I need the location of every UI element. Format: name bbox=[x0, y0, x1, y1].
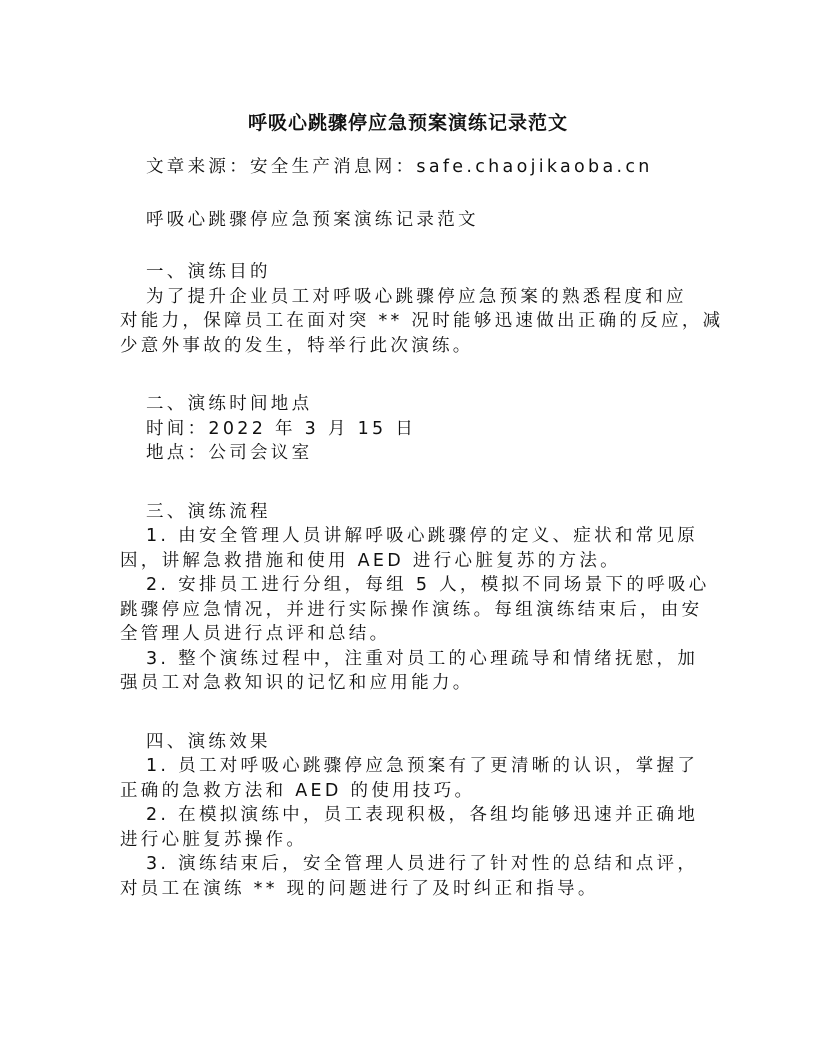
text-line: 3. 演练结束后，安全管理人员进行了针对性的总结和点评， bbox=[146, 854, 699, 874]
paragraph bbox=[120, 852, 720, 901]
text-line: 少意外事故的发生，特举行此次演练。 bbox=[120, 335, 474, 356]
section bbox=[120, 260, 724, 358]
text-line: 为了提升企业员工对呼吸心跳骤停应急预案的熟悉程度和应 bbox=[146, 286, 687, 307]
section-heading: 一、演练目的 bbox=[146, 262, 271, 282]
text-line: 1. 员工对呼吸心跳骤停应急预案有了更清晰的认识，掌握了 bbox=[146, 756, 699, 776]
section bbox=[120, 500, 720, 696]
text-line: 进行心脏复苏操作。 bbox=[120, 829, 308, 850]
spacer bbox=[120, 466, 720, 500]
paragraph bbox=[120, 754, 720, 803]
text-line: 1. 由安全管理人员讲解呼吸心跳骤停的定义、症状和常见原 bbox=[146, 526, 699, 546]
paragraph bbox=[120, 573, 720, 647]
subtitle: 呼吸心跳骤停应急预案演练记录范文 bbox=[146, 209, 479, 230]
paragraph bbox=[120, 285, 724, 359]
text-line: 时间：2022 年 3 月 15 日 bbox=[146, 418, 417, 439]
section-heading: 四、演练效果 bbox=[146, 731, 271, 752]
document-body bbox=[120, 155, 724, 901]
section bbox=[120, 392, 720, 466]
text-line: 跳骤停应急情况，并进行实际操作演练。每组演练结束后，由安 bbox=[120, 599, 703, 620]
text-line: 对员工在演练 ** 现的问题进行了及时纠正和指导。 bbox=[120, 878, 599, 899]
paragraph bbox=[120, 417, 720, 442]
paragraph bbox=[120, 803, 720, 852]
paragraph bbox=[120, 647, 720, 696]
paragraph bbox=[120, 524, 720, 573]
text-line: 正确的急救方法和 AED 的使用技巧。 bbox=[120, 780, 476, 801]
text-line: 因，讲解急救措施和使用 AED 进行心脏复苏的方法。 bbox=[120, 550, 621, 571]
text-line: 对能力，保障员工在面对突 ** 况时能够迅速做出正确的反应，减 bbox=[120, 311, 724, 331]
spacer bbox=[120, 180, 720, 208]
section-heading: 二、演练时间地点 bbox=[146, 394, 313, 414]
spacer bbox=[120, 358, 720, 392]
text-line: 3. 整个演练过程中，注重对员工的心理疏导和情绪抚慰，加 bbox=[146, 648, 699, 669]
text-line: 全管理人员进行点评和总结。 bbox=[120, 624, 391, 644]
spacer bbox=[120, 232, 720, 260]
text-line: 2. 安排员工进行分组，每组 5 人，模拟不同场景下的呼吸心 bbox=[146, 575, 710, 595]
spacer bbox=[120, 696, 720, 730]
section bbox=[120, 730, 720, 902]
text-line: 强员工对急救知识的记忆和应用能力。 bbox=[120, 673, 474, 693]
source-line: 文章来源：安全生产消息网：safe.chaojikaoba.cn bbox=[146, 157, 653, 177]
text-line: 地点：公司会议室 bbox=[146, 443, 313, 463]
document-title: 呼吸心跳骤停应急预案演练记录范文 bbox=[247, 112, 568, 134]
section-heading: 三、演练流程 bbox=[146, 501, 271, 522]
text-line: 2. 在模拟演练中，员工表现积极，各组均能够迅速并正确地 bbox=[146, 805, 699, 825]
paragraph bbox=[120, 441, 720, 466]
